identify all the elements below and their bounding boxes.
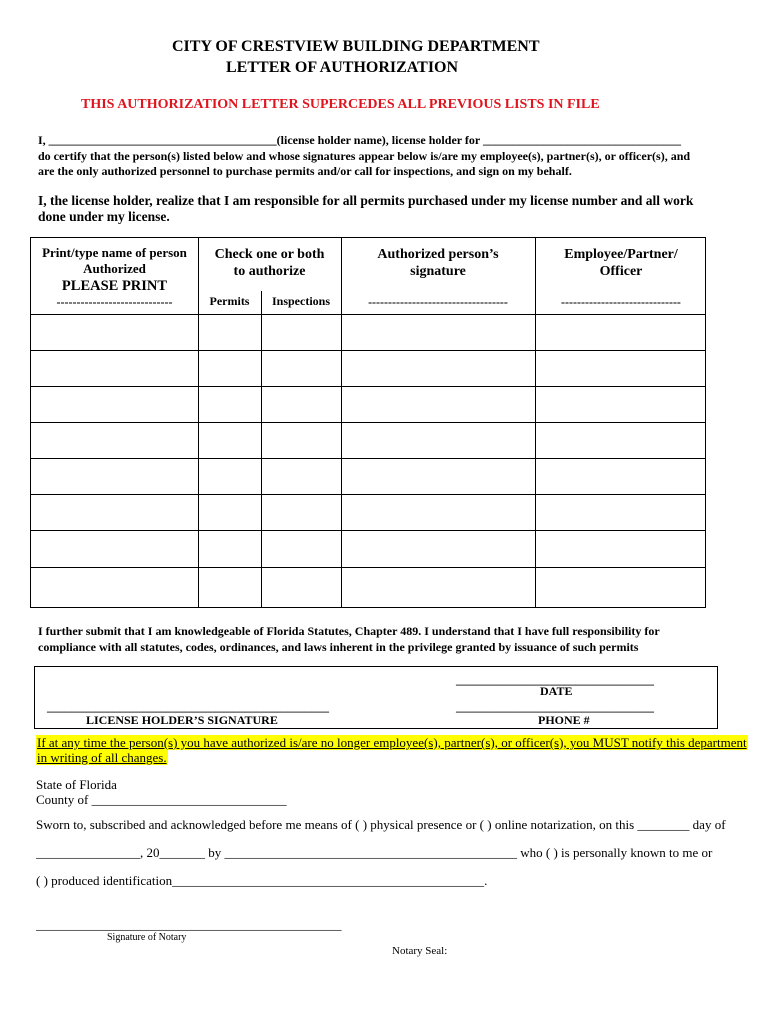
- notary-county: County of ______________________________: [36, 792, 287, 807]
- cert-line-3: are the only authorized personnel to purchase permits and/or call for inspections, and sign on my behalf.: [38, 164, 572, 178]
- notary-signature-label: Signature of Notary: [107, 932, 187, 943]
- row-line: [31, 350, 705, 351]
- notify-line-2: in writing of all changes.: [37, 750, 167, 765]
- title-line-2: LETTER OF AUTHORIZATION: [226, 59, 459, 76]
- row-line: [31, 530, 705, 531]
- title-line-1: CITY OF CRESTVIEW BUILDING DEPARTMENT: [172, 38, 540, 55]
- dash-separator: -----------------------------: [56, 295, 173, 309]
- row-line: [31, 567, 705, 568]
- notify-line-1: If at any time the person(s) you have authorized is/are no longer employee(s), partner(s), or officer(s), you MUST notify this department: [37, 735, 747, 750]
- notary-seal: Notary Seal:: [392, 945, 448, 957]
- phone-label: PHONE #: [538, 713, 590, 727]
- dash-separator: ------------------------------: [561, 295, 681, 309]
- col-title-header: Employee/Partner/ Officer: [564, 247, 678, 279]
- statute-line-1: I further submit that I am knowledgeable of Florida Statutes, Chapter 489. I understand that I have full responsibility for: [38, 624, 660, 638]
- cert-line-2: do certify that the person(s) listed below and whose signatures appear below is/are my employee(s), partner(s), or officer(s), and: [38, 149, 691, 163]
- responsibility-line-1: I, the license holder, realize that I am responsible for all permits purchased under my license number and all work: [38, 193, 694, 208]
- notary-state: State of Florida: [36, 777, 117, 792]
- responsibility-line-2: done under my license.: [38, 209, 170, 224]
- col-name-header: Print/type name of person Authorized PLEASE PRINT: [42, 245, 187, 294]
- row-line: [31, 386, 705, 387]
- notary-sworn: Sworn to, subscribed and acknowledged before me means of ( ) physical presence or ( ) online notarization, on this ________ day of: [36, 817, 726, 832]
- row-line: [31, 494, 705, 495]
- notary-produced: ( ) produced identification________________________________________________.: [36, 873, 488, 888]
- notary-signature-line: _______________________________________________: [36, 917, 342, 932]
- date-label: DATE: [540, 684, 573, 698]
- col-signature-header: Authorized person’s signature: [377, 247, 499, 279]
- sub-permits: Permits: [209, 294, 250, 308]
- authorization-table: [30, 237, 706, 608]
- row-line: [31, 422, 705, 423]
- table-divider: [261, 291, 262, 607]
- col-check-header: Check one or both to authorize: [214, 247, 325, 279]
- sub-inspections: Inspections: [271, 294, 330, 308]
- row-line: [31, 458, 705, 459]
- phone-line: _________________________________: [456, 700, 654, 714]
- date-line: _________________________________: [456, 673, 654, 687]
- notary-date-by: ________________, 20_______ by _____________________________________________ who ( ) is personally known to me or: [36, 845, 713, 860]
- dash-separator: -----------------------------------: [368, 295, 508, 309]
- holder-signature-line: _______________________________________________: [47, 700, 329, 714]
- supersede-notice: THIS AUTHORIZATION LETTER SUPERCEDES ALL PREVIOUS LISTS IN FILE: [81, 97, 600, 112]
- statute-line-2: compliance with all statutes, codes, ordinances, and laws inherent in the privilege granted by issuance of such permits: [38, 640, 639, 654]
- row-line: [31, 314, 705, 315]
- holder-signature-label: LICENSE HOLDER’S SIGNATURE: [86, 713, 278, 727]
- cert-line-1: I, ______________________________________(license holder name), license holder for _________________________________: [38, 133, 681, 147]
